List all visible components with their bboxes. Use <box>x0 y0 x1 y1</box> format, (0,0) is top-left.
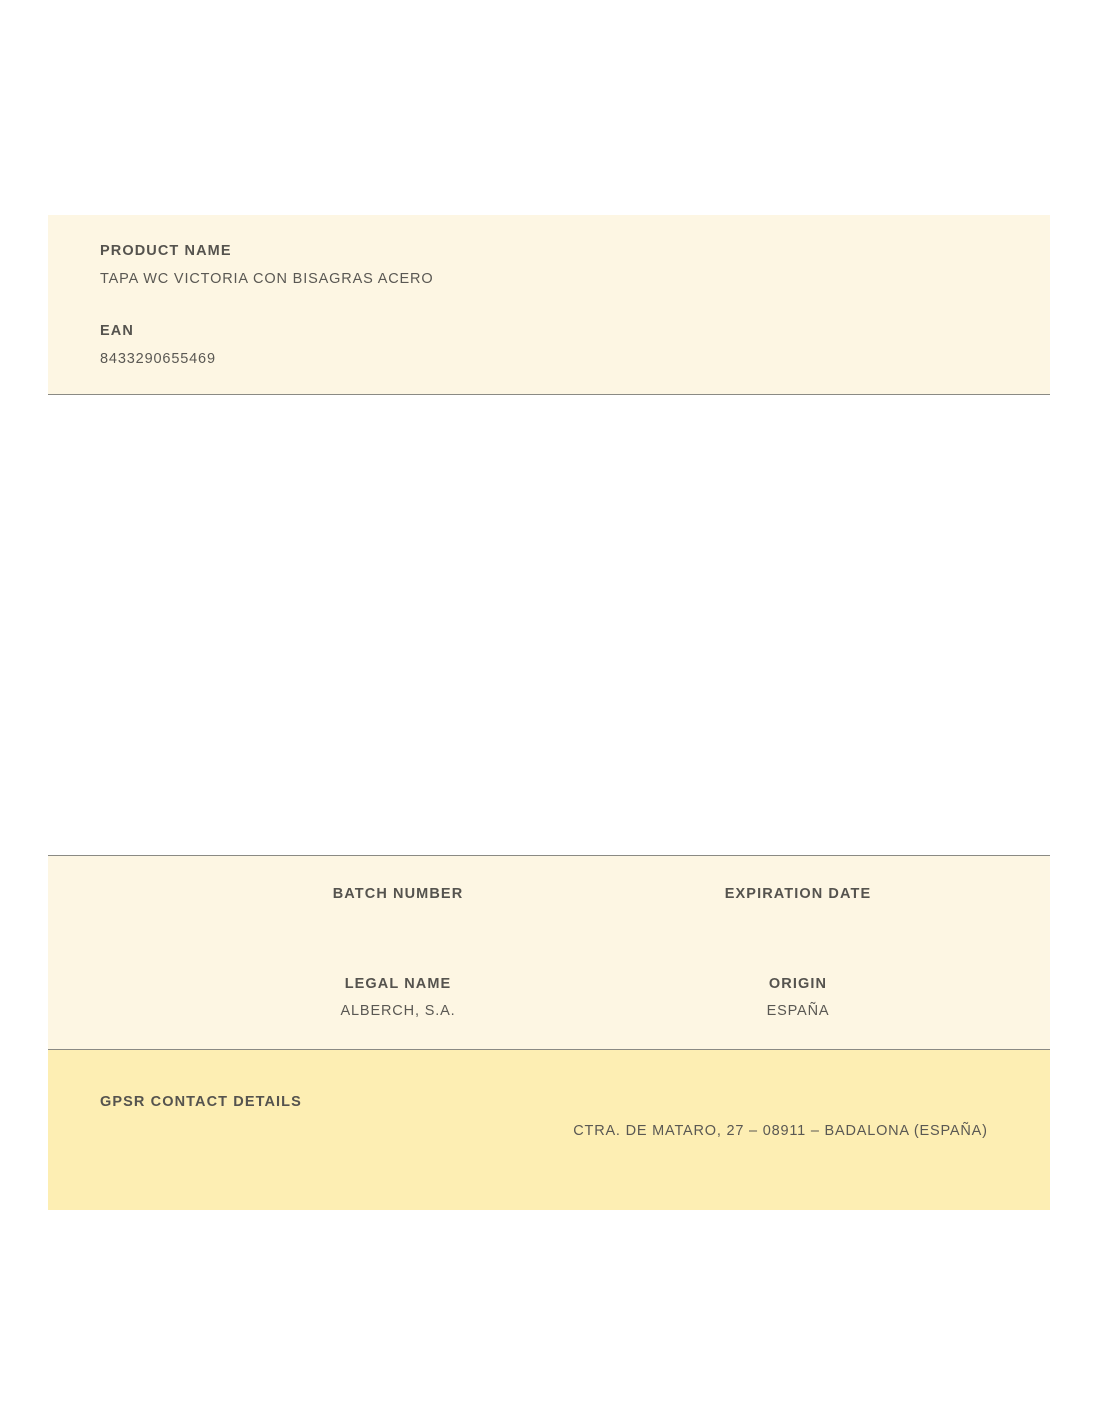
field-product-name <box>48 243 1050 289</box>
identification-grid <box>48 856 1050 1049</box>
legal-name-value: ALBERCH, S.A. <box>340 1003 456 1020</box>
ean-label: EAN <box>100 322 134 339</box>
expiration-date-label: EXPIRATION DATE <box>724 886 872 902</box>
legal-name-label: LEGAL NAME <box>344 976 452 992</box>
identification-panel <box>48 855 1050 1050</box>
batch-number-label: BATCH NUMBER <box>332 886 464 902</box>
ean-value: 8433290655469 <box>100 350 216 367</box>
field-batch-number <box>228 886 568 912</box>
product-image-area <box>48 395 1050 855</box>
product-name-value: TAPA WC VICTORIA CON BISAGRAS ACERO <box>100 271 434 288</box>
field-ean <box>48 323 1050 369</box>
gpsr-contact-panel <box>48 1050 1050 1210</box>
field-origin <box>628 976 968 1021</box>
spacer <box>48 289 1050 323</box>
product-details-panel <box>48 215 1050 395</box>
origin-label: ORIGIN <box>768 976 828 992</box>
origin-value: ESPAÑA <box>766 1003 830 1020</box>
field-expiration-date <box>628 886 968 912</box>
gpsr-contact-address: CTRA. DE MATARO, 27 – 08911 – BADALONA (ESPAÑA) <box>573 1123 988 1139</box>
product-name-label: PRODUCT NAME <box>100 243 232 259</box>
gpsr-contact-label: GPSR CONTACT DETAILS <box>100 1094 302 1110</box>
field-legal-name <box>228 976 568 1021</box>
